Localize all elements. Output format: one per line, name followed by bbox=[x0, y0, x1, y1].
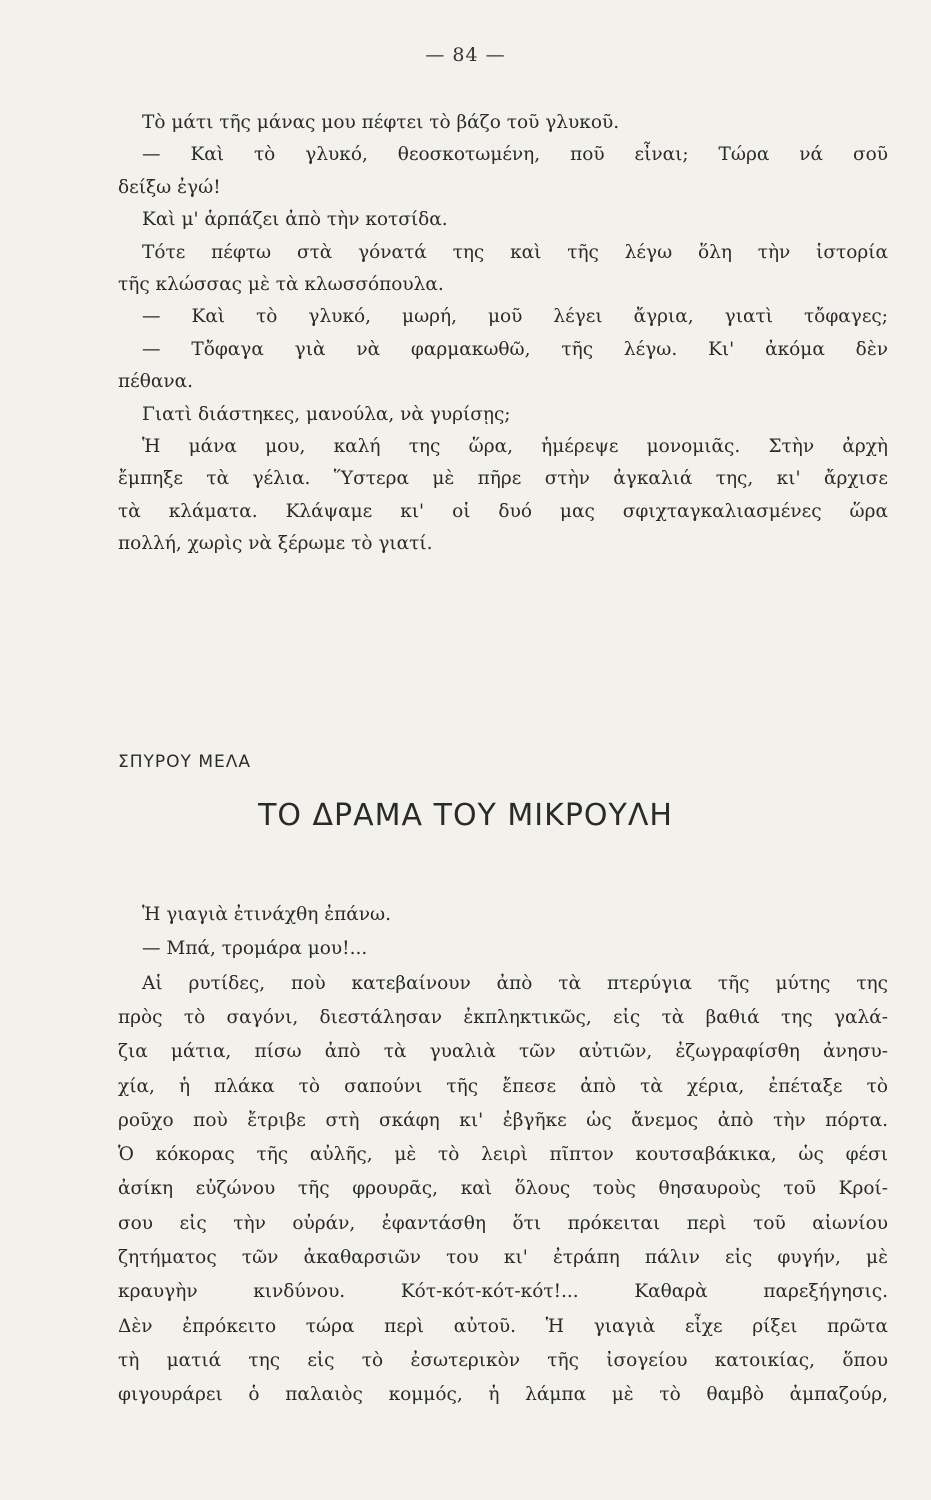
text-line: κραυγὴν κινδύνου. Κότ-κότ-κότ-κότ!... Καθαρὰ παρεξήγησις. bbox=[118, 1281, 888, 1303]
text-line: χία, ἡ πλάκα τὸ σαπούνι τῆς ἔπεσε ἀπὸ τὰ χέρια, ἐπέταξε τὸ bbox=[118, 1075, 888, 1097]
text-line: Αἱ ρυτίδες, ποὺ κατεβαίνουν ἀπὸ τὰ πτερύγια τῆς μύτης της bbox=[142, 972, 888, 994]
text-line: πέθανα. bbox=[118, 371, 193, 393]
text-line: Ἡ γιαγιὰ ἐτινάχθη ἐπάνω. bbox=[142, 904, 391, 925]
text-line: πρὸς τὸ σαγόνι, διεστάλησαν ἐκπληκτικῶς, εἰς τὰ βαθιά της γαλά- bbox=[118, 1006, 888, 1028]
text-line: Ὁ κόκορας τῆς αὐλῆς, μὲ τὸ λειρὶ πῖπτον κουτσαβάκικα, ὡς φέσι bbox=[118, 1144, 888, 1166]
text-line: ζητήματος τῶν ἀκαθαρσιῶν του κι' ἐτράπη πάλιν εἰς φυγήν, μὲ bbox=[118, 1247, 888, 1268]
text-line: φιγουράρει ὁ παλαιὸς κομμός, ἡ λάμπα μὲ τὸ θαμβὸ ἀμπαζούρ, bbox=[118, 1384, 888, 1406]
text-line: Γιατὶ διάστηκες, μανούλα, νὰ γυρίσῃς; bbox=[142, 403, 511, 425]
text-line: Τότε πέφτω στὰ γόνατά της καὶ τῆς λέγω ὅλη τὴν ἱστορία bbox=[142, 241, 888, 263]
text-line: ροῦχο ποὺ ἔτριβε στὴ σκάφη κι' ἐβγῆκε ὡς ἄνεμος ἀπὸ τὴν πόρτα. bbox=[118, 1109, 888, 1131]
text-line: Τὸ μάτι τῆς μάνας μου πέφτει τὸ βάζο τοῦ γλυκοῦ. bbox=[142, 112, 620, 133]
text-line: — Μπά, τρομάρα μου!... bbox=[142, 938, 368, 960]
text-line: τῆς κλώσσας μὲ τὰ κλωσσόπουλα. bbox=[118, 274, 444, 295]
text-line: ἔμπηξε τὰ γέλια. Ὕστερα μὲ πῆρε στὴν ἀγκαλιά της, κι' ἄρχισε bbox=[118, 468, 888, 490]
story-author: ΣΠΥΡΟΥ ΜΕΛΑ bbox=[118, 752, 251, 772]
story-title: ΤΟ ΔΡΑΜΑ ΤΟΥ ΜΙΚΡΟΥΛΗ bbox=[258, 798, 673, 833]
text-line: ἀσίκη εὐζώνου τῆς φρουρᾶς, καὶ ὅλους τοὺς θησαυροὺς τοῦ Κροί- bbox=[118, 1178, 888, 1200]
text-line: — Τὄφαγα γιὰ νὰ φαρμακωθῶ, τῆς λέγω. Κι' ἀκόμα δὲν bbox=[142, 338, 888, 360]
text-line: τὰ κλάματα. Κλάψαμε κι' οἱ δυό μας σφιχταγκαλιασμένες ὥρα bbox=[118, 500, 888, 522]
text-line: τὴ ματιά της εἰς τὸ ἐσωτερικὸν τῆς ἰσογείου κατοικίας, ὅπου bbox=[118, 1349, 888, 1371]
text-line: — Καὶ τὸ γλυκό, θεοσκοτωμένη, ποῦ εἶναι; Τώρα νά σοῦ bbox=[142, 144, 888, 166]
text-line: πολλή, χωρὶς νὰ ξέρωμε τὸ γιατί. bbox=[118, 533, 433, 555]
text-line: Καὶ μ' ἁρπάζει ἀπὸ τὴν κοτσίδα. bbox=[142, 209, 448, 231]
text-line: Ἡ μάνα μου, καλή της ὥρα, ἡμέρεψε μονομιᾶς. Στὴν ἀρχὴ bbox=[142, 436, 888, 457]
page-number: — 84 — bbox=[425, 44, 506, 66]
text-line: ζια μάτια, πίσω ἀπὸ τὰ γυαλιὰ τῶν αὐτιῶν, ἐζωγραφίσθη ἀνησυ- bbox=[118, 1041, 888, 1063]
text-line: Δὲν ἐπρόκειτο τώρα περὶ αὐτοῦ. Ἡ γιαγιὰ εἶχε ρίξει πρῶτα bbox=[118, 1315, 888, 1337]
text-line: — Καὶ τὸ γλυκό, μωρή, μοῦ λέγει ἄγρια, γιατὶ τὄφαγες; bbox=[142, 306, 888, 328]
text-line: σου εἰς τὴν οὐράν, ἐφαντάσθη ὅτι πρόκειται περὶ τοῦ αἰωνίου bbox=[118, 1212, 888, 1234]
text-line: δείξω ἐγώ! bbox=[118, 176, 221, 198]
